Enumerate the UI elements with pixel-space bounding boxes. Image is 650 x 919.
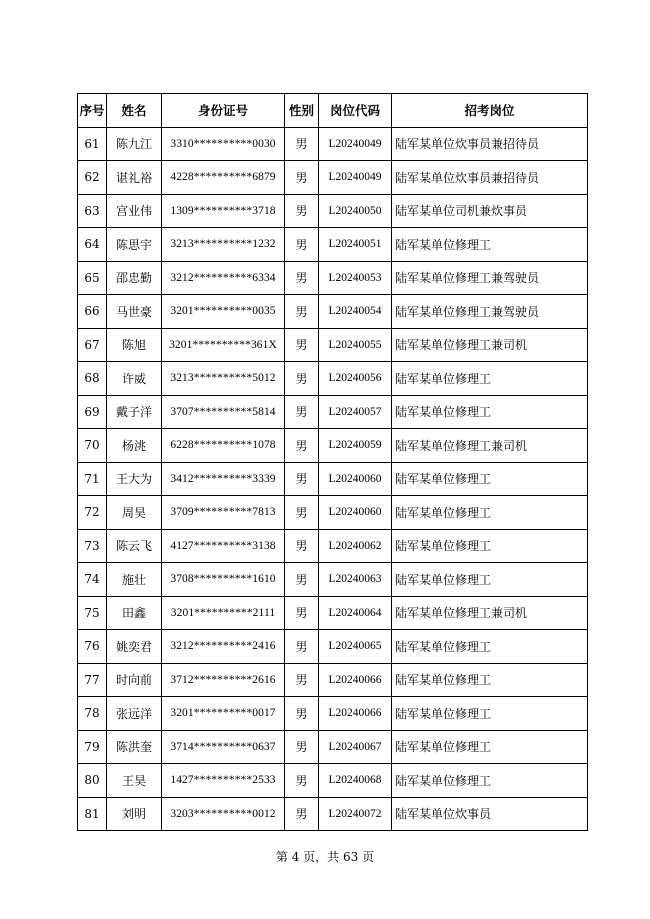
cell-post-title: 陆军某单位修理工兼驾驶员	[392, 261, 588, 295]
cell-post-title: 陆军某单位修理工	[392, 228, 588, 262]
table-row	[78, 228, 588, 262]
cell-id-number: 3203**********0012	[162, 797, 285, 831]
cell-post-code: L20240055	[319, 328, 392, 362]
cell-seq: 74	[78, 563, 107, 597]
cell-id-number: 3201**********0035	[162, 295, 285, 329]
cell-name: 王昊	[107, 764, 162, 798]
header-id-number: 身份证号	[162, 94, 285, 128]
cell-post-title: 陆军某单位炊事员	[392, 797, 588, 831]
cell-seq: 68	[78, 362, 107, 396]
cell-post-code: L20240054	[319, 295, 392, 329]
table-row	[78, 429, 588, 463]
cell-gender: 男	[285, 529, 319, 563]
cell-post-code: L20240059	[319, 429, 392, 463]
table-row	[78, 697, 588, 731]
cell-seq: 79	[78, 730, 107, 764]
cell-post-code: L20240060	[319, 496, 392, 530]
cell-gender: 男	[285, 261, 319, 295]
table-row	[78, 395, 588, 429]
cell-seq: 78	[78, 697, 107, 731]
cell-gender: 男	[285, 596, 319, 630]
cell-gender: 男	[285, 563, 319, 597]
cell-gender: 男	[285, 395, 319, 429]
cell-post-code: L20240060	[319, 462, 392, 496]
cell-id-number: 3212**********2416	[162, 630, 285, 664]
cell-post-code: L20240063	[319, 563, 392, 597]
cell-gender: 男	[285, 328, 319, 362]
table-row	[78, 563, 588, 597]
cell-post-title: 陆军某单位修理工	[392, 496, 588, 530]
table-row	[78, 161, 588, 195]
table-row	[78, 127, 588, 161]
cell-name: 陈洪奎	[107, 730, 162, 764]
cell-seq: 66	[78, 295, 107, 329]
cell-post-code: L20240057	[319, 395, 392, 429]
cell-id-number: 3310**********0030	[162, 127, 285, 161]
cell-name: 许威	[107, 362, 162, 396]
cell-gender: 男	[285, 730, 319, 764]
cell-id-number: 1427**********2533	[162, 764, 285, 798]
page-number: 第 4 页，共 63 页	[275, 850, 375, 864]
cell-seq: 61	[78, 127, 107, 161]
table-row	[78, 764, 588, 798]
cell-post-title: 陆军某单位修理工	[392, 529, 588, 563]
cell-gender: 男	[285, 161, 319, 195]
cell-name: 施壮	[107, 563, 162, 597]
cell-seq: 69	[78, 395, 107, 429]
cell-id-number: 3712**********2616	[162, 663, 285, 697]
cell-name: 宫业伟	[107, 194, 162, 228]
table-row	[78, 730, 588, 764]
cell-post-code: L20240062	[319, 529, 392, 563]
cell-post-title: 陆军某单位修理工	[392, 697, 588, 731]
cell-name: 陈旭	[107, 328, 162, 362]
cell-post-title: 陆军某单位修理工	[392, 663, 588, 697]
cell-post-code: L20240066	[319, 697, 392, 731]
cell-name: 时向前	[107, 663, 162, 697]
header-seq: 序号	[78, 94, 107, 128]
cell-seq: 62	[78, 161, 107, 195]
cell-name: 陈云飞	[107, 529, 162, 563]
cell-name: 陈思宇	[107, 228, 162, 262]
cell-post-code: L20240053	[319, 261, 392, 295]
cell-post-title: 陆军某单位司机兼炊事员	[392, 194, 588, 228]
table-row	[78, 362, 588, 396]
cell-seq: 75	[78, 596, 107, 630]
header-post-title: 招考岗位	[392, 94, 588, 128]
cell-post-code: L20240065	[319, 630, 392, 664]
cell-id-number: 3201**********2111	[162, 596, 285, 630]
cell-gender: 男	[285, 496, 319, 530]
table-row	[78, 328, 588, 362]
cell-id-number: 6228**********1078	[162, 429, 285, 463]
cell-seq: 80	[78, 764, 107, 798]
cell-id-number: 3708**********1610	[162, 563, 285, 597]
cell-gender: 男	[285, 764, 319, 798]
cell-post-title: 陆军某单位修理工	[392, 362, 588, 396]
cell-name: 刘明	[107, 797, 162, 831]
table-row	[78, 797, 588, 831]
cell-id-number: 3709**********7813	[162, 496, 285, 530]
cell-post-title: 陆军某单位炊事员兼招待员	[392, 161, 588, 195]
table-row	[78, 295, 588, 329]
cell-gender: 男	[285, 362, 319, 396]
table-row	[78, 663, 588, 697]
cell-seq: 70	[78, 429, 107, 463]
cell-gender: 男	[285, 228, 319, 262]
header-post-code: 岗位代码	[319, 94, 392, 128]
cell-post-title: 陆军某单位修理工兼司机	[392, 596, 588, 630]
header-gender: 性别	[285, 94, 319, 128]
cell-seq: 67	[78, 328, 107, 362]
table-row	[78, 596, 588, 630]
cell-name: 马世豪	[107, 295, 162, 329]
cell-post-code: L20240049	[319, 127, 392, 161]
cell-post-code: L20240066	[319, 663, 392, 697]
cell-post-code: L20240072	[319, 797, 392, 831]
table-body	[78, 127, 588, 831]
cell-post-code: L20240067	[319, 730, 392, 764]
cell-gender: 男	[285, 127, 319, 161]
cell-id-number: 3213**********1232	[162, 228, 285, 262]
header-name: 姓名	[107, 94, 162, 128]
cell-id-number: 1309**********3718	[162, 194, 285, 228]
cell-post-title: 陆军某单位修理工	[392, 563, 588, 597]
cell-seq: 81	[78, 797, 107, 831]
cell-post-code: L20240051	[319, 228, 392, 262]
cell-name: 谌礼裕	[107, 161, 162, 195]
cell-post-title: 陆军某单位炊事员兼招待员	[392, 127, 588, 161]
cell-name: 姚奕君	[107, 630, 162, 664]
cell-gender: 男	[285, 194, 319, 228]
cell-seq: 65	[78, 261, 107, 295]
cell-gender: 男	[285, 295, 319, 329]
table-header-row	[78, 94, 588, 128]
cell-seq: 76	[78, 630, 107, 664]
cell-name: 张远洋	[107, 697, 162, 731]
table-row	[78, 261, 588, 295]
cell-post-title: 陆军某单位修理工兼驾驶员	[392, 295, 588, 329]
cell-post-code: L20240049	[319, 161, 392, 195]
cell-seq: 73	[78, 529, 107, 563]
cell-seq: 63	[78, 194, 107, 228]
cell-id-number: 3412**********3339	[162, 462, 285, 496]
cell-post-code: L20240068	[319, 764, 392, 798]
cell-gender: 男	[285, 797, 319, 831]
cell-gender: 男	[285, 663, 319, 697]
cell-seq: 77	[78, 663, 107, 697]
cell-seq: 72	[78, 496, 107, 530]
cell-gender: 男	[285, 429, 319, 463]
cell-id-number: 3212**********6334	[162, 261, 285, 295]
cell-name: 王大为	[107, 462, 162, 496]
cell-gender: 男	[285, 462, 319, 496]
cell-gender: 男	[285, 697, 319, 731]
cell-post-title: 陆军某单位修理工	[392, 462, 588, 496]
cell-seq: 64	[78, 228, 107, 262]
cell-post-title: 陆军某单位修理工	[392, 764, 588, 798]
cell-id-number: 3714**********0637	[162, 730, 285, 764]
cell-id-number: 4127**********3138	[162, 529, 285, 563]
cell-name: 周昊	[107, 496, 162, 530]
cell-name: 戴子洋	[107, 395, 162, 429]
cell-name: 陈九江	[107, 127, 162, 161]
cell-name: 杨洮	[107, 429, 162, 463]
cell-id-number: 3213**********5012	[162, 362, 285, 396]
cell-post-code: L20240064	[319, 596, 392, 630]
cell-name: 田鑫	[107, 596, 162, 630]
cell-post-code: L20240056	[319, 362, 392, 396]
cell-post-title: 陆军某单位修理工兼司机	[392, 429, 588, 463]
table-row	[78, 462, 588, 496]
cell-id-number: 4228**********6879	[162, 161, 285, 195]
cell-post-title: 陆军某单位修理工兼司机	[392, 328, 588, 362]
cell-seq: 71	[78, 462, 107, 496]
table-row	[78, 529, 588, 563]
cell-gender: 男	[285, 630, 319, 664]
candidate-table	[77, 93, 588, 831]
cell-name: 邵忠勤	[107, 261, 162, 295]
cell-post-code: L20240050	[319, 194, 392, 228]
cell-post-title: 陆军某单位修理工	[392, 395, 588, 429]
table-row	[78, 630, 588, 664]
table-row	[78, 496, 588, 530]
table-row	[78, 194, 588, 228]
cell-post-title: 陆军某单位修理工	[392, 730, 588, 764]
cell-id-number: 3707**********5814	[162, 395, 285, 429]
cell-id-number: 3201**********0017	[162, 697, 285, 731]
cell-id-number: 3201**********361X	[162, 328, 285, 362]
cell-post-title: 陆军某单位修理工	[392, 630, 588, 664]
